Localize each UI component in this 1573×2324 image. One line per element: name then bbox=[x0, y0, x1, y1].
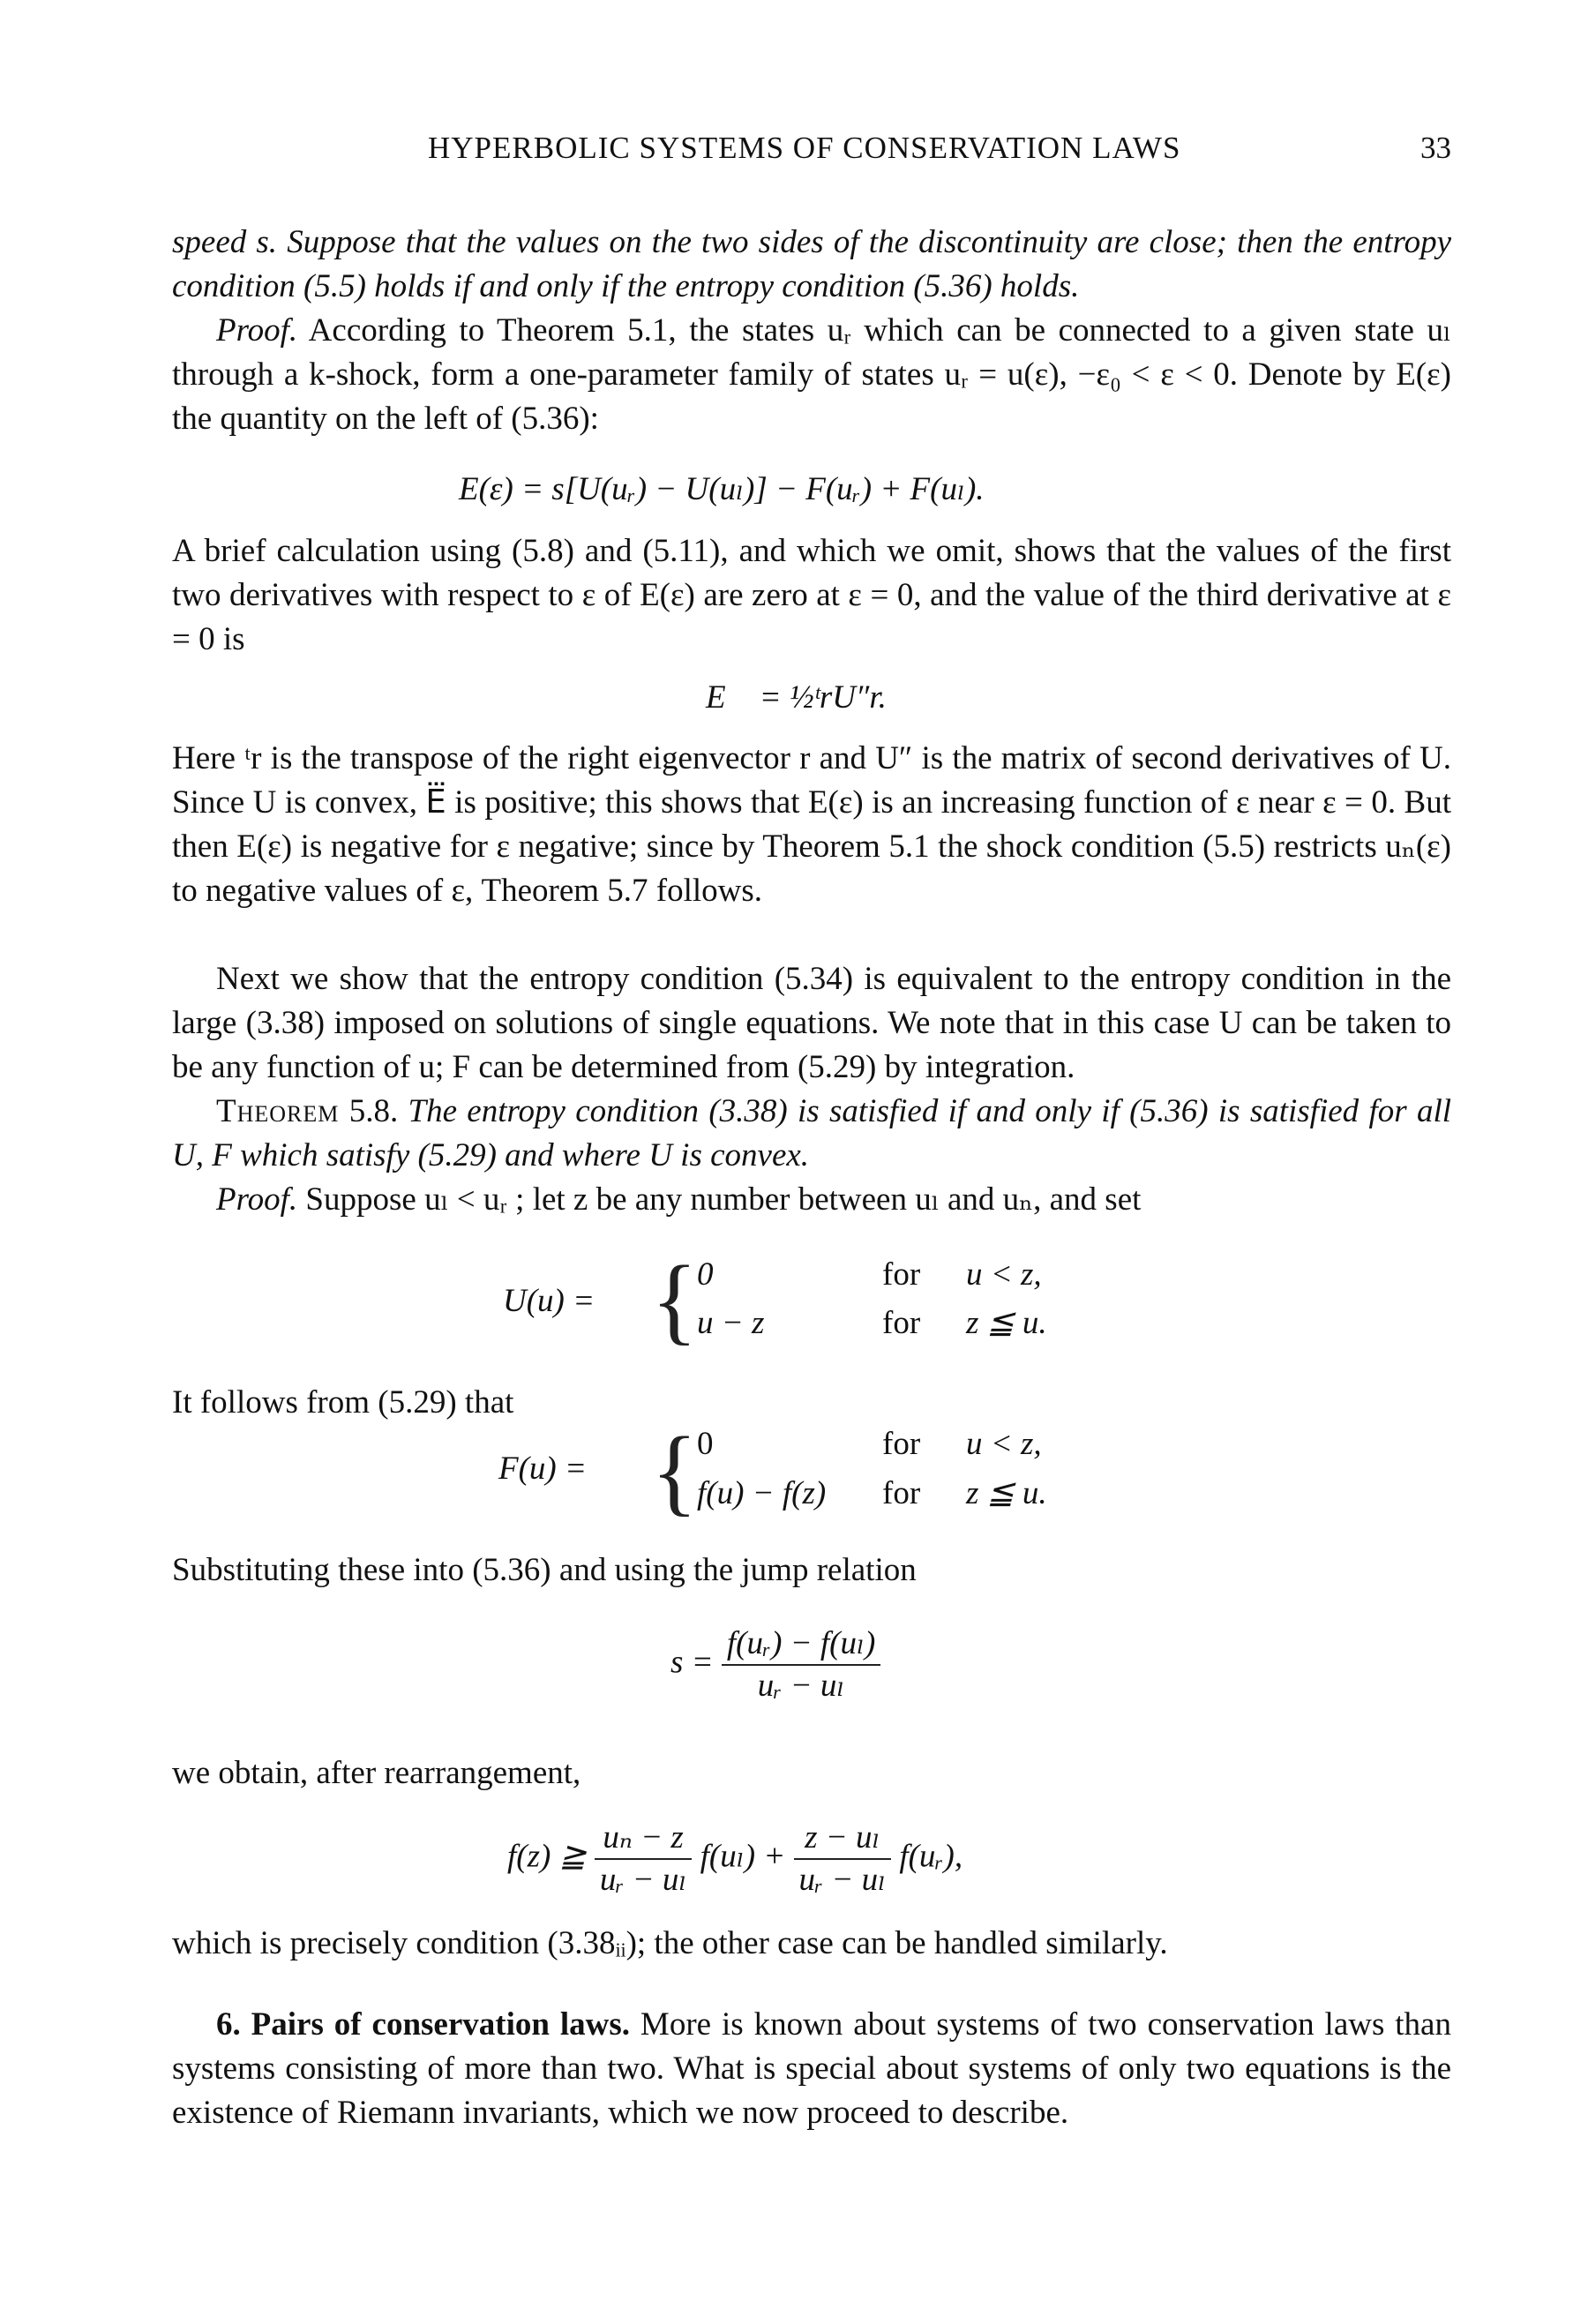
equation-E-epsilon: E(ε) = s[U(uᵣ) − U(uₗ)] − F(uᵣ) + F(uₗ). bbox=[459, 471, 985, 507]
theorem-text: The entropy condition (3.38) is satisfied if and only if (5.36) is satisfied for all U, F which satisfy (5.29) and where U is convex. bbox=[172, 1093, 1452, 1173]
case-for: for bbox=[882, 1475, 921, 1511]
case-for: for bbox=[882, 1305, 921, 1341]
calculation-paragraph bbox=[172, 529, 1451, 662]
fraction bbox=[595, 1818, 693, 1900]
proof-label: Proof. bbox=[216, 312, 298, 349]
case-condition: z ≦ u. bbox=[966, 1475, 1047, 1511]
follows-line bbox=[172, 1381, 1451, 1425]
case-condition: z ≦ u. bbox=[966, 1305, 1047, 1341]
denominator: uᵣ − uₗ bbox=[599, 1862, 687, 1898]
denominator: uᵣ − uₗ bbox=[757, 1668, 845, 1704]
theorem-label: Theorem bbox=[216, 1093, 340, 1129]
middle-term: f(uₗ) + bbox=[700, 1838, 786, 1875]
theorem-5-8 bbox=[172, 1090, 1451, 1178]
precisely-line bbox=[172, 1922, 1451, 1966]
section-heading: 6. Pairs of conservation laws. bbox=[216, 2006, 631, 2043]
case-condition: u < z, bbox=[966, 1256, 1042, 1293]
case-condition: u < z, bbox=[966, 1426, 1042, 1462]
proof-paragraph-2 bbox=[172, 1178, 1451, 1222]
proof-text: Suppose uₗ < uᵣ ; let z be any number between uₗ and uₙ, and set bbox=[297, 1181, 1142, 1218]
case-for: for bbox=[882, 1426, 921, 1462]
paragraph-text: which is precisely condition (3.38ᵢᵢ); the other case can be handled similarly. bbox=[172, 1925, 1168, 1961]
left-brace: { bbox=[651, 1246, 698, 1353]
equation-jump-relation bbox=[670, 1623, 880, 1706]
lhs: f(z) ≧ bbox=[507, 1838, 587, 1875]
denominator: uᵣ − uₗ bbox=[798, 1862, 887, 1898]
paragraph-text: Next we show that the entropy condition (5.34) is equivalent to the entropy condition in the large (3.38) imposed on solutions of single equations. We note that in this case U can be taken to be any function of u; F can be determined from (5.29) by integration. bbox=[172, 961, 1451, 1085]
proof-text: According to Theorem 5.1, the states uᵣ which can be connected to a given state uₗ through a k-shock, form a one-parameter family of states uᵣ = u(ε), −ε₀ < ε < 0. Denote by E(ε) the quantity on the left of (5.36): bbox=[172, 312, 1451, 437]
page-header bbox=[172, 131, 1451, 175]
paragraph-text: It follows from (5.29) that bbox=[172, 1384, 514, 1421]
theorem-text: speed s. Suppose that the values on the two sides of the discontinuity are close; then the entropy condition (5.5) holds if and only if the entropy condition (5.36) holds. bbox=[172, 224, 1451, 304]
paragraph-text: A brief calculation using (5.8) and (5.11), and which we omit, shows that the values of the first two derivatives with respect to ε of E(ε) are zero at ε = 0, and the value of the third derivative at ε = 0 is bbox=[172, 533, 1451, 657]
proof-label: Proof. bbox=[216, 1181, 298, 1218]
case-value: 0 bbox=[697, 1426, 714, 1462]
lhs: s = bbox=[670, 1644, 714, 1681]
numerator: f(uᵣ) − f(uₗ) bbox=[722, 1623, 880, 1666]
lhs: F(u) = bbox=[498, 1451, 587, 1487]
case-value: 0 bbox=[697, 1256, 714, 1293]
equation-inequality bbox=[507, 1818, 963, 1900]
end-term: f(uᵣ), bbox=[899, 1838, 963, 1875]
case-for: for bbox=[882, 1256, 921, 1293]
rearrangement-line bbox=[172, 1751, 1451, 1795]
numerator: uₙ − z bbox=[595, 1818, 693, 1860]
page-number: 33 bbox=[1420, 131, 1451, 165]
paragraph-text: Substituting these into (5.36) and using the jump relation bbox=[172, 1552, 917, 1588]
theorem-number: 5.8. bbox=[339, 1093, 408, 1129]
proof-paragraph bbox=[172, 309, 1451, 441]
fraction bbox=[722, 1623, 880, 1706]
entropy-equivalence-paragraph bbox=[172, 957, 1451, 1090]
theorem-statement-end bbox=[172, 221, 1451, 309]
section-text: More is known about systems of two conservation laws than systems consisting of more than two. What is special about systems of only two equations is the existence of Riemann invariants, which we now proceed to describe. bbox=[172, 2006, 1451, 2131]
equation-third-derivative: E⃛ = ½ᵗrU″r. bbox=[706, 679, 887, 716]
transpose-paragraph bbox=[172, 737, 1451, 913]
paragraph-text: we obtain, after rearrangement, bbox=[172, 1755, 581, 1791]
numerator: z − uₗ bbox=[794, 1818, 892, 1860]
left-brace: { bbox=[651, 1417, 698, 1525]
paragraph-text: Here ᵗr is the transpose of the right eigenvector r and U″ is the matrix of second derivatives of U. Since U is convex, E⃛ is positive; this shows that E(ε) is an increasing function of ε near ε = 0. But then E(ε) is negative for ε negative; since by Theorem 5.1 the shock condition (5.5) restricts uₙ(ε) to negative values of ε, Theorem 5.7 follows. bbox=[172, 740, 1451, 909]
substituting-line bbox=[172, 1548, 1451, 1593]
fraction bbox=[794, 1818, 892, 1900]
case-value: u − z bbox=[697, 1305, 765, 1341]
case-value: f(u) − f(z) bbox=[697, 1475, 827, 1511]
section-6 bbox=[172, 2003, 1451, 2135]
running-head: HYPERBOLIC SYSTEMS OF CONSERVATION LAWS bbox=[428, 131, 1181, 165]
lhs: U(u) = bbox=[503, 1283, 595, 1319]
